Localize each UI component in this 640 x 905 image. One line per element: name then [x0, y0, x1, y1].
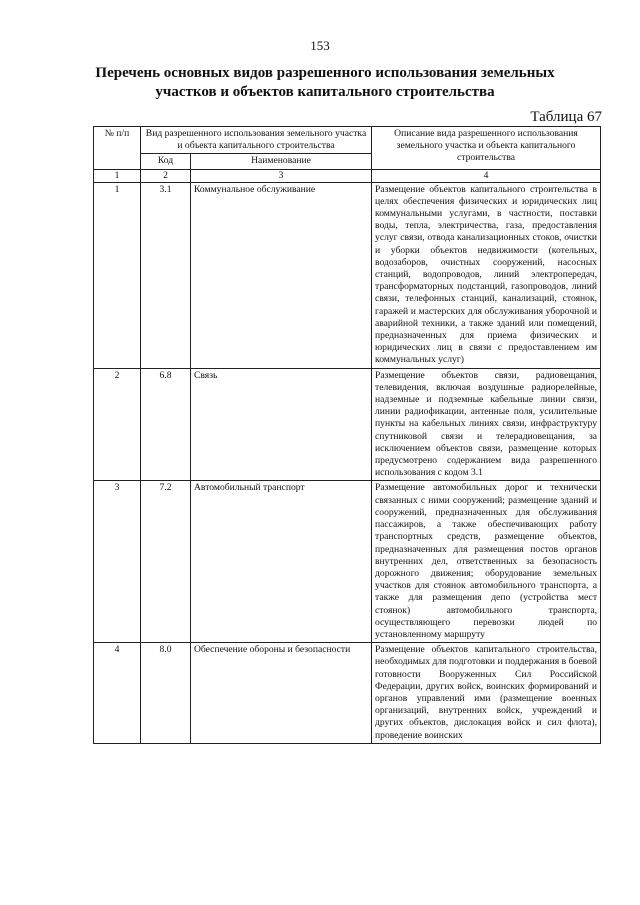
header-description: Описание вида разрешенного использования земельного участка и объекта капитального строительства [372, 127, 601, 170]
row-name: Связь [191, 368, 372, 481]
column-index: 1 [94, 169, 141, 182]
row-num: 4 [94, 643, 141, 744]
row-description: Размещение объектов капитального строительства в целях обеспечения физических и юридических лиц коммунальными услугами, в частности, поставки воды, тепла, электричества, газа, предоставления услуг связи, отвода канализационных стоков, очистки и уборки объектов недвижимости (котельных, водозаборов, очистных сооружений, насосных станций, водопроводов, линий электропередач, трансформаторных подстанций, газопроводов, линий связи, телефонных станций, канализаций, стоянок, гаражей и мастерских для обслуживания уборочной и аварийной техники, а также зданий или помещений, предназначенных для приема физических и юридических лиц в связи с предоставлением им коммунальных услуг) [372, 182, 601, 368]
table-label: Таблица 67 [530, 109, 602, 125]
table-row [94, 182, 601, 368]
table-row [94, 481, 601, 643]
row-name: Автомобильный транспорт [191, 481, 372, 643]
header-name: Наименование [191, 154, 372, 169]
row-num: 1 [94, 182, 141, 368]
column-index: 3 [191, 169, 372, 182]
table-row [94, 643, 601, 744]
row-name: Коммунальное обслуживание [191, 182, 372, 368]
page-number: 153 [310, 38, 330, 53]
row-code: 3.1 [141, 182, 191, 368]
document-title: Перечень основных видов разрешенного использования земельных участков и объектов капитального строительства [95, 65, 555, 100]
header-num: № п/п [94, 127, 141, 170]
row-num: 3 [94, 481, 141, 643]
row-name: Обеспечение обороны и безопасности [191, 643, 372, 744]
row-code: 8.0 [141, 643, 191, 744]
row-description: Размещение объектов связи, радиовещания, телевидения, включая воздушные радиорелейные, надземные и подземные кабельные линии связи, линии радиофикации, антенные поля, усилительные пункты на кабельных линиях связи, инфраструктуру спутниковой связи и телерадиовещания, за исключением объектов связи, размещение которых предусмотрено содержанием вида разрешенного использования с кодом 3.1 [372, 368, 601, 481]
column-index: 4 [372, 169, 601, 182]
column-index-row [94, 169, 601, 182]
table-row [94, 368, 601, 481]
row-code: 7.2 [141, 481, 191, 643]
column-index: 2 [141, 169, 191, 182]
row-code: 6.8 [141, 368, 191, 481]
row-description: Размещение объектов капитального строительства, необходимых для подготовки и поддержания в боевой готовности Вооруженных Сил Российской Федерации, других войск, воинских формирований и органов управлений ими (размещение военных организаций, внутренних войск, учреждений и других объектов, дислокация войск и сил флота), проведение воинских [372, 643, 601, 744]
header-code: Код [141, 154, 191, 169]
row-description: Размещение автомобильных дорог и технически связанных с ними сооружений; размещение зданий и сооружений, предназначенных для обслуживания пассажиров, а также обеспечивающих работу транспортных средств, размещение объектов, предназначенных для размещения постов органов внутренних дел, ответственных за безопасность дорожного движения; оборудование земельных участков для стоянок автомобильного транспорта, а также для размещения депо (устройства мест стоянок) автомобильного транспорта, осуществляющего перевозки людей по установленному маршруту [372, 481, 601, 643]
header-type-group: Вид разрешенного использования земельного участка и объекта капитального строительства [141, 127, 372, 154]
header-row [94, 127, 601, 154]
land-use-table [93, 126, 601, 744]
row-num: 2 [94, 368, 141, 481]
